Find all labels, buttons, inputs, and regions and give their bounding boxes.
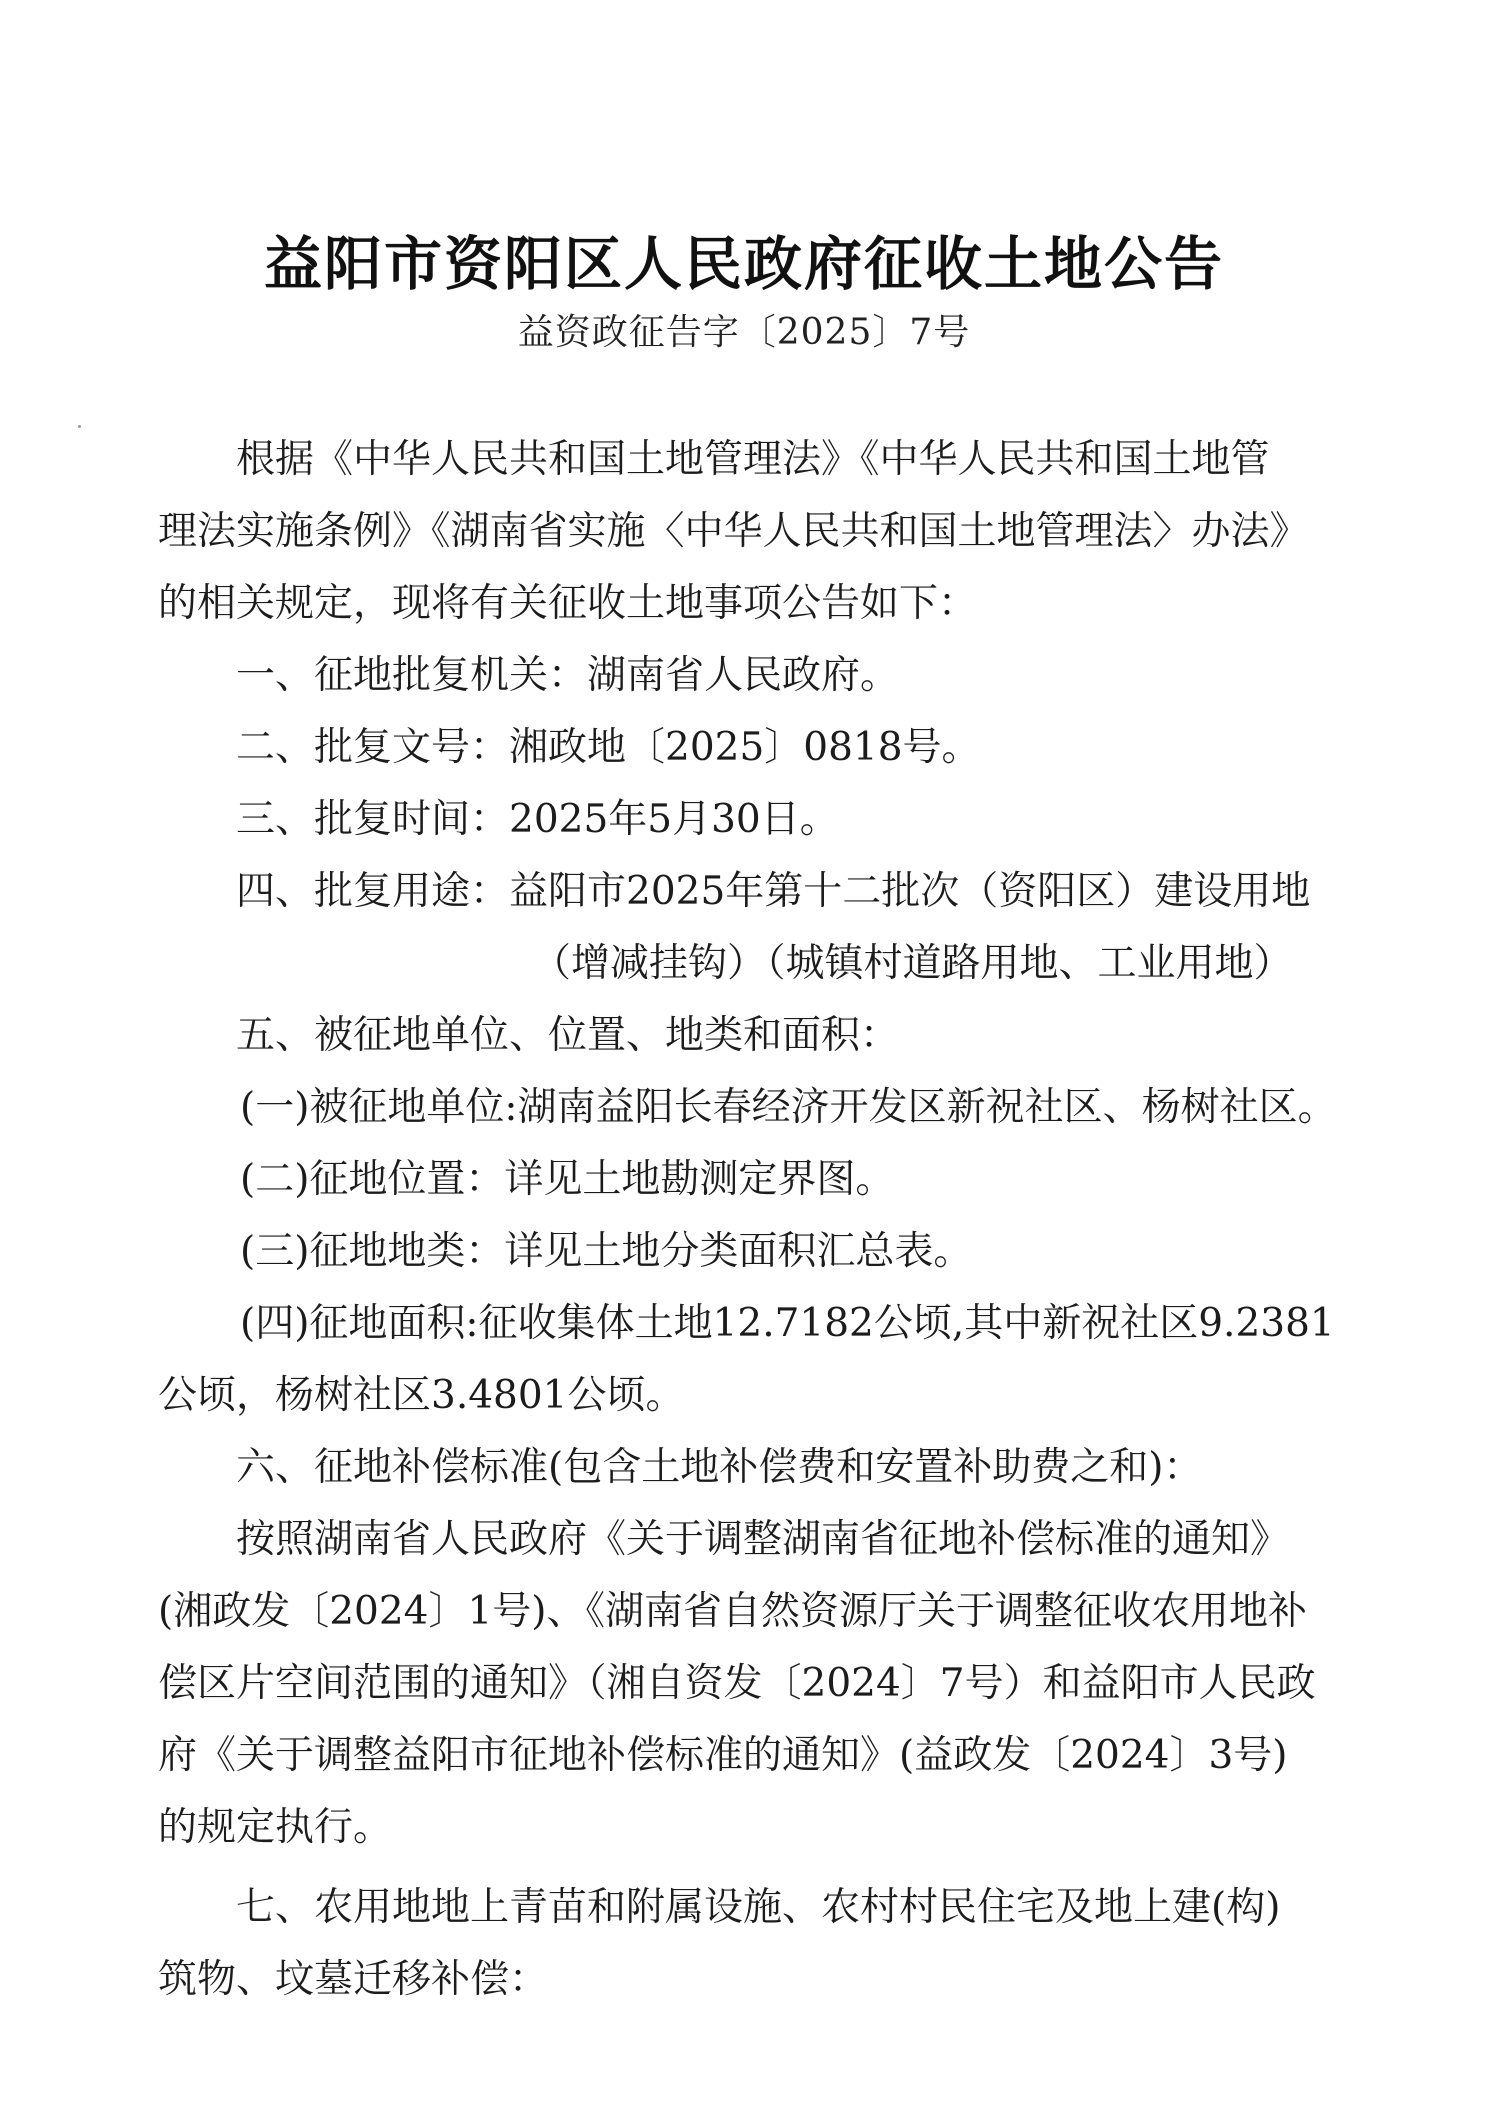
item-land-area: (四)征地面积:征收集体土地12.7182公顷,其中新祝社区9.2381 — [240, 1301, 1335, 1346]
item-approval-authority: 一、征地批复机关：湖南省人民政府。 — [236, 653, 900, 698]
intro-line-2: 理法实施条例》《湖南省实施〈中华人民共和国土地管理法〉办法》 — [158, 509, 1309, 554]
item-land-info-heading: 五、被征地单位、位置、地类和面积： — [236, 1013, 900, 1058]
item-land-location: (二)征地位置：详见土地勘测定界图。 — [240, 1157, 895, 1202]
item-approval-purpose-cont: （增减挂钩）（城镇村道路用地、工业用地） — [532, 941, 1293, 986]
item-attachments-compensation-cont: 筑物、坟墓迁移补偿： — [158, 1957, 549, 2002]
item-compensation-heading: 六、征地补偿标准(包含土地补偿费和安置补助费之和)： — [236, 1445, 1203, 1490]
compensation-line-1: 按照湖南省人民政府《关于调整湖南省征地补偿标准的通知》 — [236, 1517, 1290, 1562]
item-land-type: (三)征地地类：详见土地分类面积汇总表。 — [240, 1229, 973, 1274]
document-number: 益资政征告字〔2025〕7号 — [517, 312, 971, 353]
intro-line-1: 根据《中华人民共和国土地管理法》《中华人民共和国土地管 — [236, 437, 1270, 482]
item-approval-date: 三、批复时间：2025年5月30日。 — [236, 797, 839, 842]
item-approval-number: 二、批复文号：湘政地〔2025〕0818号。 — [236, 725, 981, 770]
item-land-unit: (一)被征地单位:湖南益阳长春经济开发区新祝社区、杨树社区。 — [240, 1085, 1337, 1130]
item-approval-purpose: 四、批复用途：益阳市2025年第十二批次（资阳区）建设用地 — [236, 869, 1311, 914]
document-title: 益阳市资阳区人民政府征收土地公告 — [263, 230, 1224, 298]
scan-speck — [78, 425, 81, 428]
compensation-line-2: (湘政发〔2024〕1号)、《湖南省自然资源厅关于调整征收农用地补 — [158, 1589, 1307, 1634]
item-land-area-cont: 公顷，杨树社区3.4801公顷。 — [158, 1373, 685, 1418]
compensation-line-3: 偿区片空间范围的通知》（湘自资发〔2024〕7号）和益阳市人民政 — [158, 1661, 1316, 1706]
compensation-line-5: 的规定执行。 — [158, 1805, 393, 1850]
compensation-line-4: 府《关于调整益阳市征地补偿标准的通知》(益政发〔2024〕3号) — [158, 1733, 1288, 1778]
item-attachments-compensation: 七、农用地地上青苗和附属设施、农村村民住宅及地上建(构) — [236, 1885, 1281, 1930]
intro-line-3: 的相关规定，现将有关征收土地事项公告如下： — [158, 581, 978, 626]
